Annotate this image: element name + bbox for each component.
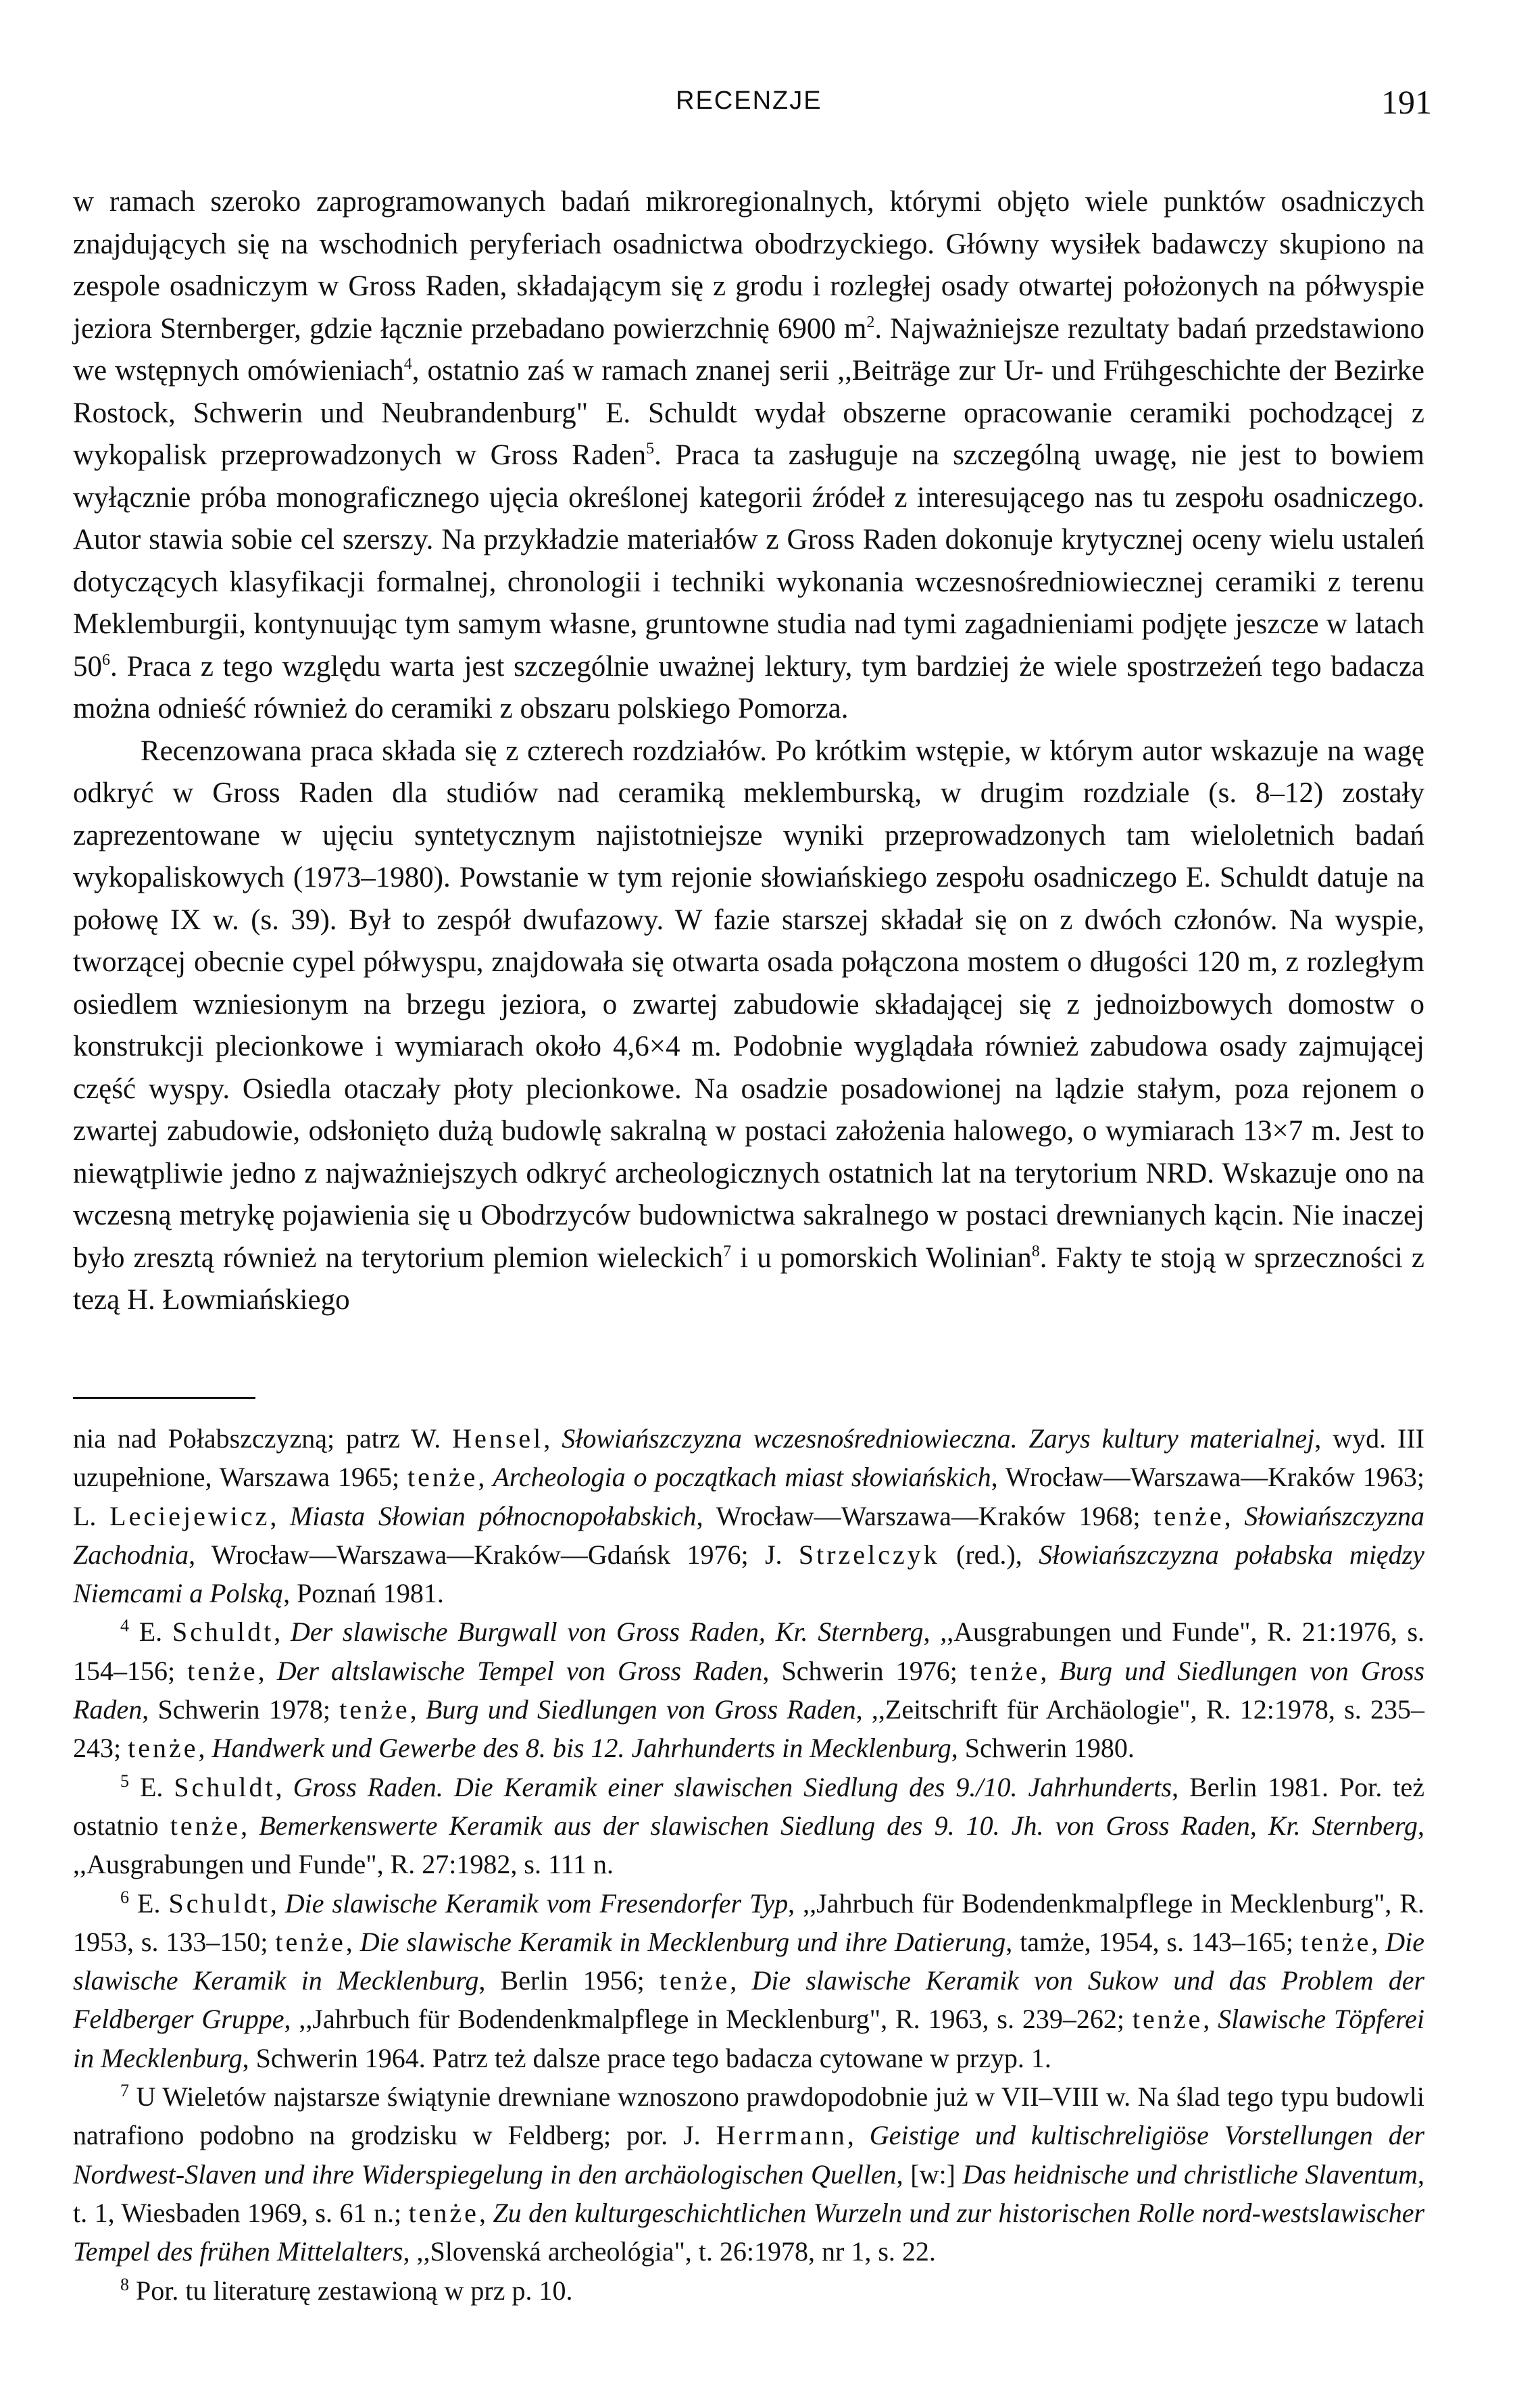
footnote-ref: 6 (102, 651, 110, 669)
author-name: tenże (170, 1810, 241, 1841)
note-text: , (275, 1771, 293, 1802)
author-name: Hensel (452, 1423, 544, 1454)
work-title: Miasta Słowian północnopołabskich (290, 1500, 697, 1531)
work-title: Słowiańszczyzna Zachodnia (73, 1500, 1425, 1570)
work-title: Slawische Töpferei in Mecklenburg (73, 2004, 1425, 2073)
footnote-ref: 4 (403, 355, 412, 373)
author-name: tenże (408, 2197, 479, 2228)
note-text: , ,,Ausgrabungen und Funde", R. 27:1982, s. 111 n. (73, 1810, 1424, 1880)
author-name: tenże (1153, 1500, 1224, 1531)
note-text: , (198, 1733, 212, 1764)
note-text: , (478, 1462, 493, 1493)
author-name: tenże (969, 1655, 1041, 1686)
footnote-6 (73, 1884, 1424, 2077)
running-header (0, 83, 1540, 127)
note-text: , (543, 1423, 562, 1454)
note-text: (red.), (939, 1539, 1039, 1570)
text-run: . Praca ta zasługuje na szczególną uwagę, nie jest to bowiem wyłącznie próba monograficznego ujęcia określonej kategorii źródeł z interesującego nas tu zespołu osadniczego. Autor stawia sobie cel szerszy. Na przykładzie materiałów z Gross Raden dokonuje krytycznej oceny wielu ustaleń dotyczących klasyfikacji formalnej, chronologii i techniki wykonania wczesnośredniowiecznej ceramiki z terenu Meklemburgii, kontynuując tym samym własne, gruntowne studia nad tymi zagadnieniami podjęte jeszcze w latach 50 (73, 439, 1424, 683)
author-name: tenże (1300, 1926, 1372, 1957)
work-title: Burg und Siedlungen von Gross Raden (73, 1655, 1425, 1725)
note-text: , (241, 1810, 259, 1841)
footnote-4 (73, 1612, 1424, 1767)
note-text: E. (129, 1616, 172, 1648)
work-title: Gross Raden. Die Keramik einer slawischen Siedlung des 9./10. Jahrhunderts (293, 1771, 1172, 1802)
note-text: , [w:] (896, 2158, 963, 2190)
footnote-number: 8 (120, 2274, 129, 2294)
paragraph-1 (73, 181, 1424, 731)
note-text: , wyd. III uzupełnione, Warszawa 1965; (73, 1423, 1425, 1493)
author-name: tenże (1132, 2004, 1203, 2035)
author-name: Schuldt (168, 1887, 270, 1919)
work-title: Der slawische Burgwall von Gross Raden, Kr. Sternberg (290, 1616, 924, 1648)
note-text: , (847, 2120, 870, 2151)
main-text (73, 181, 1424, 1322)
note-text: E. (129, 1887, 169, 1919)
note-text: , (257, 1655, 277, 1686)
footnote-number: 5 (120, 1771, 129, 1791)
author-name: tenże (275, 1926, 346, 1957)
note-text: , Schwerin 1964. Patrz też dalsze prace tego badacza cytowane w przyp. 1. (242, 2042, 1051, 2073)
note-text: , Poznań 1981. (283, 1578, 444, 1609)
note-text: , ,,Jahrbuch für Bodendenkmalpflege in Mecklenburg", R. 1953, s. 133–150; (73, 1887, 1424, 1957)
note-text: , (730, 1965, 752, 1996)
paragraph-2 (73, 731, 1424, 1322)
note-text: E. (129, 1771, 174, 1802)
text-run: . Praca z tego względu warta jest szczególnie uważnej lektury, tym bardziej że wiele spostrzeżeń tego badacza można odnieść również do ceramiki z obszaru polskiego Pomorza. (73, 650, 1424, 724)
footnote-continuation (73, 1419, 1424, 1612)
note-text: nia nad Połabszczyzną; patrz W. (73, 1423, 453, 1454)
note-text: , (1203, 2004, 1218, 2035)
footnote-5 (73, 1768, 1424, 1884)
author-name: tenże (407, 1462, 478, 1493)
note-text: , ,,Slovenská archeológia", t. 26:1978, nr 1, s. 22. (403, 2236, 936, 2267)
note-text: , (1371, 1926, 1386, 1957)
work-title: Das heidnische und christliche Slaventum (962, 2158, 1418, 2190)
author-name: tenże (187, 1655, 258, 1686)
footnote-ref: 5 (646, 440, 655, 458)
note-text: , tamże, 1954, s. 143–165; (1005, 1926, 1301, 1957)
work-title: Burg und Siedlungen von Gross Raden (425, 1694, 856, 1725)
note-text: , (345, 1926, 360, 1957)
note-text: , Schwerin 1980. (951, 1733, 1135, 1764)
work-title: Handwerk und Gewerbe des 8. bis 12. Jahrhunderts in Mecklenburg (212, 1733, 951, 1764)
work-title: Słowiańszczyzna wczesnośredniowieczna. Zarys kultury materialnej (562, 1423, 1315, 1454)
author-name: Leciejewicz (109, 1500, 270, 1531)
footnotes (73, 1419, 1424, 2310)
footnote-ref: 2 (866, 313, 875, 331)
footnote-number: 6 (120, 1887, 129, 1907)
work-title: Zu den kulturgeschichtlichen Wurzeln und zur historischen Rolle nord-westslawischer Tempel des frühen Mittelalters (73, 2197, 1425, 2267)
text-run: i u pomorskich Wolinian (731, 1241, 1032, 1274)
work-title: Die slawische Keramik von Sukow und das Problem der Feldberger Gruppe (73, 1965, 1425, 2035)
footnote-7 (73, 2077, 1424, 2271)
text-run: w ramach szeroko zaprogramowanych badań mikroregionalnych, którymi objęto wiele punktów osadniczych znajdujących się na wschodnich peryferiach osadnictwa obodrzyckiego. Główny wysiłek badawczy skupiono na zespole osadniczym w Gross Raden, składającym się z grodu i rozległej osady otwartej położonych na półwyspie jeziora Sternberger, gdzie łącznie przebadano powierzchnię 6900 m (73, 186, 1424, 345)
note-text: , t. 1, Wiesbaden 1969, s. 61 n.; (73, 2158, 1424, 2228)
text-run: Recenzowana praca składa się z czterech rozdziałów. Po krótkim wstępie, w którym autor wskazuje na wagę odkryć w Gross Raden dla studiów nad ceramiką meklemburską, w drugim rozdziale (s. 8–12) zostały zaprezentowane w ujęciu syntetycznym najistotniejsze wyniki przeprowadzonych tam wieloletnich badań wykopaliskowych (1973–1980). Powstanie w tym rejonie słowiańskiego zespołu osadniczego E. Schuldt datuje na połowę IX w. (s. 39). Był to zespół dwufazowy. W fazie starszej składał się on z dwóch członów. Na wyspie, tworzącej obecnie cypel półwyspu, znajdowała się otwarta osada połączona mostem o długości 120 m, z rozległym osiedlem wzniesionym na brzegu jeziora, o zwartej zabudowie składającej się z jednoizbowych domostw o konstrukcji plecionkowe i wymiarach około 4,6×4 m. Podobnie wyglądała również zabudowa osady zajmującej część wyspy. Osiedla otaczały płoty plecionkowe. Na osadzie posadowionej na lądzie stałym, poza rejonem o zwartej zabudowie, odsłonięto dużą budowlę sakralną w postaci założenia halowego, o wymiarach 13×7 m. Jest to niewątpliwie jedno z najważniejszych odkryć archeologicznych ostatnich lat na terytorium NRD. Wskazuje ono na wczesną metrykę pojawienia się u Obodrzyców budownictwa sakralnego w postaci drewnianych kącin. Nie inaczej było zresztą również na terytorium plemion wieleckich (73, 735, 1424, 1274)
footnote-8 (73, 2271, 1424, 2310)
footnote-number: 4 (120, 1616, 129, 1636)
author-name: Schuldt (172, 1616, 274, 1648)
note-text: , Wrocław—Warszawa—Kraków 1963; L. (73, 1462, 1425, 1531)
note-text: , (1040, 1655, 1060, 1686)
text-run: . Najważniejsze rezultaty badań przedstawiono we wstępnych omówieniach (73, 312, 1424, 387)
page-number: 191 (1381, 83, 1432, 121)
author-name: Strzelczyk (798, 1539, 940, 1570)
work-title: Die slawische Keramik in Mecklenburg (73, 1926, 1425, 1996)
author-name: tenże (659, 1965, 730, 1996)
note-text: Por. tu literaturę zestawioną w prz p. 10. (129, 2275, 573, 2306)
work-title: Słowiańszczyzna połabska między Niemcami a Polską (73, 1539, 1424, 1609)
author-name: tenże (339, 1694, 410, 1725)
author-name: Schuldt (174, 1771, 276, 1802)
footnote-divider (73, 1397, 255, 1399)
author-name: tenże (128, 1733, 199, 1764)
footnote-ref: 7 (723, 1242, 732, 1260)
note-text: , (274, 1616, 291, 1648)
note-text: , (409, 1694, 426, 1725)
work-title: Archeologia o początkach miast słowiańskich (493, 1462, 991, 1493)
note-text: , Schwerin 1976; (762, 1655, 970, 1686)
note-text: , Wrocław—Warszawa—Kraków 1968; (696, 1500, 1154, 1531)
work-title: Die slawische Keramik in Mecklenburg und ihre Datierung (359, 1926, 1006, 1957)
note-text: , Schwerin 1978; (142, 1694, 340, 1725)
note-text: , ,,Zeitschrift für Archäologie", R. 12:1978, s. 235–243; (73, 1694, 1425, 1764)
work-title: Der altslawische Tempel von Gross Raden (276, 1655, 763, 1686)
running-head-title: RECENZJE (676, 87, 822, 115)
note-text: U Wieletów najstarsze świątynie drewniane wznoszono prawdopodobnie już w VII–VIII w. Na ślad tego typu budowli natrafiono podobno na grodzisku w Feldberg; por. J. (73, 2081, 1424, 2151)
note-text: , ,,Ausgrabungen und Funde", R. 21:1976, s. 154–156; (73, 1616, 1425, 1686)
note-text: , Berlin 1981. Por. też ostatnio (73, 1771, 1425, 1841)
note-text: , (478, 2197, 493, 2228)
note-text: , (270, 1500, 291, 1531)
text-run: . Fakty te stoją w sprzeczności z tezą H. Łowmiańskiego (73, 1241, 1424, 1316)
work-title: Geistige und kultischreligiöse Vorstellungen der Nordwest-Slaven und ihre Widerspiegelung in den archäologischen Quellen (73, 2120, 1425, 2190)
note-text: , Berlin 1956; (478, 1965, 660, 1996)
author-name: Herrmann (716, 2120, 847, 2151)
note-text: , ,,Jahrbuch für Bodendenkmalpflege in Mecklenburg", R. 1963, s. 239–262; (284, 2004, 1133, 2035)
note-text: , (270, 1887, 285, 1919)
text-run: , ostatnio zaś w ramach znanej serii ,,Beiträge zur Ur- und Frühgeschichte der Bezirke Rostock, Schwerin und Neubrandenburg" E. Schuldt wydał obszerne opracowanie ceramiki pochodzącej z wykopalisk przeprowadzonych w Gross Raden (73, 355, 1424, 471)
note-text: , (1224, 1500, 1245, 1531)
work-title: Die slawische Keramik vom Fresendorfer Typ (284, 1887, 789, 1919)
footnote-ref: 8 (1031, 1242, 1040, 1260)
work-title: Bemerkenswerte Keramik aus der slawischen Siedlung des 9. 10. Jh. von Gross Raden, Kr. Sternberg (259, 1810, 1418, 1841)
note-text: , Wrocław—Warszawa—Kraków—Gdańsk 1976; J. (189, 1539, 799, 1570)
footnote-number: 7 (120, 2081, 129, 2101)
